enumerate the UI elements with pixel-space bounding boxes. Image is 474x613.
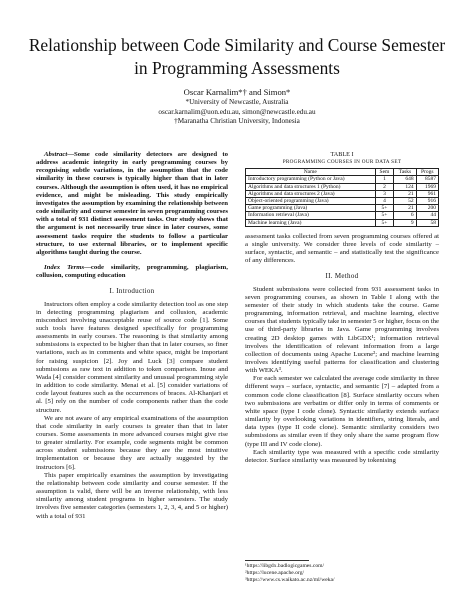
cell-progs: 58 [416,219,438,226]
cell-progs: 200 [416,205,438,212]
footnote-weka: ³https://www.cs.waikato.ac.nz/ml/weka/ [245,577,335,583]
cell-progs: 8587 [416,176,438,183]
footnote-libgdx: ¹https://libgdx.badlogicgames.com/ [245,563,325,569]
right-column [245,151,439,465]
affiliation-2: †Maranatha Christian University, Indonesia [174,117,300,125]
index-terms [36,264,228,280]
section-heading-method: II. Method [325,272,359,281]
column-header-progs: Progs [416,169,438,176]
cell-course-name: Information retrieval (Java) [246,212,376,219]
section-heading-introduction: I. Introduction [109,287,155,296]
cell-tasks: 124 [394,183,416,190]
intro-continuation: assessment tasks collected from seven programming courses offered at a single university. We consider three levels of code similarity – surface, syntactic, and semantic – and statistically test the significance of any differences. [245,232,439,265]
author-block [20,87,454,127]
cell-progs: 916 [416,198,438,205]
column-header-name: Name [246,169,376,176]
cell-semester: 5+ [375,205,394,212]
affiliation-1: *University of Newcastle, Australia [185,98,289,106]
abstract [36,151,228,257]
courses-table [245,168,439,227]
index-terms-text: —code similarity, programming, plagiarism, collusion, computing education [36,264,228,280]
table-row [246,176,439,183]
cell-tasks: 9 [394,219,416,226]
cell-semester: 1 [375,176,394,183]
column-header-sem: Sem [375,169,394,176]
cell-tasks: 648 [394,176,416,183]
cell-course-name: Object-oriented programming (Java) [246,198,376,205]
table-row [246,219,439,226]
method-paragraph-1: Student submissions were collected from 931 assessment tasks in seven programming courses, as shown in Table I along with the semester of their study in which students take the course. Game programming, information retrieval, and machine learning, elective courses that students typically take in semester 5 or higher, focus on the use of third-party libraries in Java. Game programming involves creating 2D desktop games with LibGDX¹; information retrieval involves the identification of relevant information from a large collection of documents using Apache Lucene²; and machine learning involves identifying useful patterns for classification and clustering with WEKA³. [245,285,439,375]
table-row [246,212,439,219]
left-column [36,151,228,521]
cell-semester: 5+ [375,219,394,226]
cell-progs: 44 [416,212,438,219]
cell-course-name: Algorithms and data structures 2 (Java) [246,190,376,197]
footnote-rule [245,560,309,561]
column-header-tasks: Tasks [394,169,416,176]
cell-tasks: 52 [394,198,416,205]
abstract-label: Abstract [44,151,68,158]
cell-progs: 961 [416,190,438,197]
table-row [246,198,439,205]
author-emails: oscar.karnalim@uon.edu.au, simon@newcastle.edu.au [158,107,316,116]
intro-paragraph-2: We are not aware of any empirical examinations of the assumption that code similarity in early courses is greater than that in later courses. Some assessments in more advanced courses might give rise to greater similarity. For example, code segments might be common across student submissions because they are the most intuitive implementation or because they are actually suggested by the instructors [6]. [36,414,228,471]
table-caption-label: TABLE I [330,151,354,158]
table-row [246,205,439,212]
cell-course-name: Machine learning (Java) [246,219,376,226]
cell-tasks: 6 [394,212,416,219]
cell-course-name: Algorithms and data structures 1 (Python) [246,183,376,190]
intro-paragraph-3: This paper empirically examines the assumption by investigating the relationship between code similarity and course semester. If the assumption is valid, there will be an inverse relationship, with less similarity among student programs in higher semesters. The study involves five semester categories (semesters 1, 2, 3, 4, and 5 or higher) with a total of 931 [36,471,228,520]
table-caption [245,151,439,166]
table-row [246,190,439,197]
cell-semester: 3 [375,190,394,197]
method-paragraph-3: Each similarity type was measured with a specific code similarity detector. Surface similarity was measured by tokenising [245,448,439,464]
cell-tasks: 21 [394,190,416,197]
table-caption-text: PROGRAMMING COURSES IN OUR DATA SET [282,158,402,165]
cell-course-name: Game programming (Java) [246,205,376,212]
table-header-row [246,169,439,176]
cell-progs: 1969 [416,183,438,190]
footnotes [245,560,439,584]
footnote-lucene: ²https://lucene.apache.org/ [245,570,305,576]
cell-course-name: Introductory programming (Python or Java) [246,176,376,183]
cell-semester: 2 [375,183,394,190]
author-names: Oscar Karnalim*† and Simon* [183,87,291,97]
method-paragraph-2: For each semester we calculated the average code similarity in three different ways – surface, syntactic, and semantic [7] – adapted from a common code clone classification [8]. Surface similarity occurs when two submissions are verbatim or differ only in terms of comments or white space (type I code clone). Syntactic similarity extends surface similarity by overlooking variations in identifiers, string literals, and data types (type II code clone). Semantic similarity considers two submissions as similar even if they only share the same program flow (type III and IV code clone). [245,375,439,448]
index-terms-label: Index Terms [44,264,85,272]
cell-semester: 4 [375,198,394,205]
abstract-text: —Some code similarity detectors are designed to address academic integrity in early programming courses by recognising subtle variations, in the assumption that the code similarity in these courses is typically higher than that in later courses. Although the assumption is often used, it has no empirical evidence, and might be misleading. This study empirically investigates the assumption by examining the relationship between code similarity and course semester in seven programming courses with a total of 931 distinct assessment tasks. Our study shows that the argument is not necessarily true since in later courses, some assessment tasks require the students to follow a particular structure, to use external libraries, or to implement specific algorithms taught during the course. [36,151,228,256]
paper-title: Relationship between Code Similarity and Course Semester in Programming Assessments [28,35,446,78]
intro-paragraph-1: Instructors often employ a code similarity detection tool as one step in detecting programming plagiarism and collusion, academic misconduct involving unacceptable reuse of source code [1]. Some such tools have features designed specifically for programming assessments in early courses. The reasoning is that similarity among submissions is expected to be higher than that in later courses, so finer variations, such as in comments and white space, might be important for raising suspicion [2]. Joy and Luck [3] compare student submissions as raw text in addition to token comparison. Inoue and Wada [4] consider comment similarity and unusual programming style in addition to code similarity. Menai et al. [5] consider variations of code layout features such as the occurrences of braces. Al-Khanjari et al. [5] rely on the number of code components rather than the code structure. [36,300,228,414]
table-row [246,183,439,190]
cell-semester: 5+ [375,212,394,219]
cell-tasks: 21 [394,205,416,212]
